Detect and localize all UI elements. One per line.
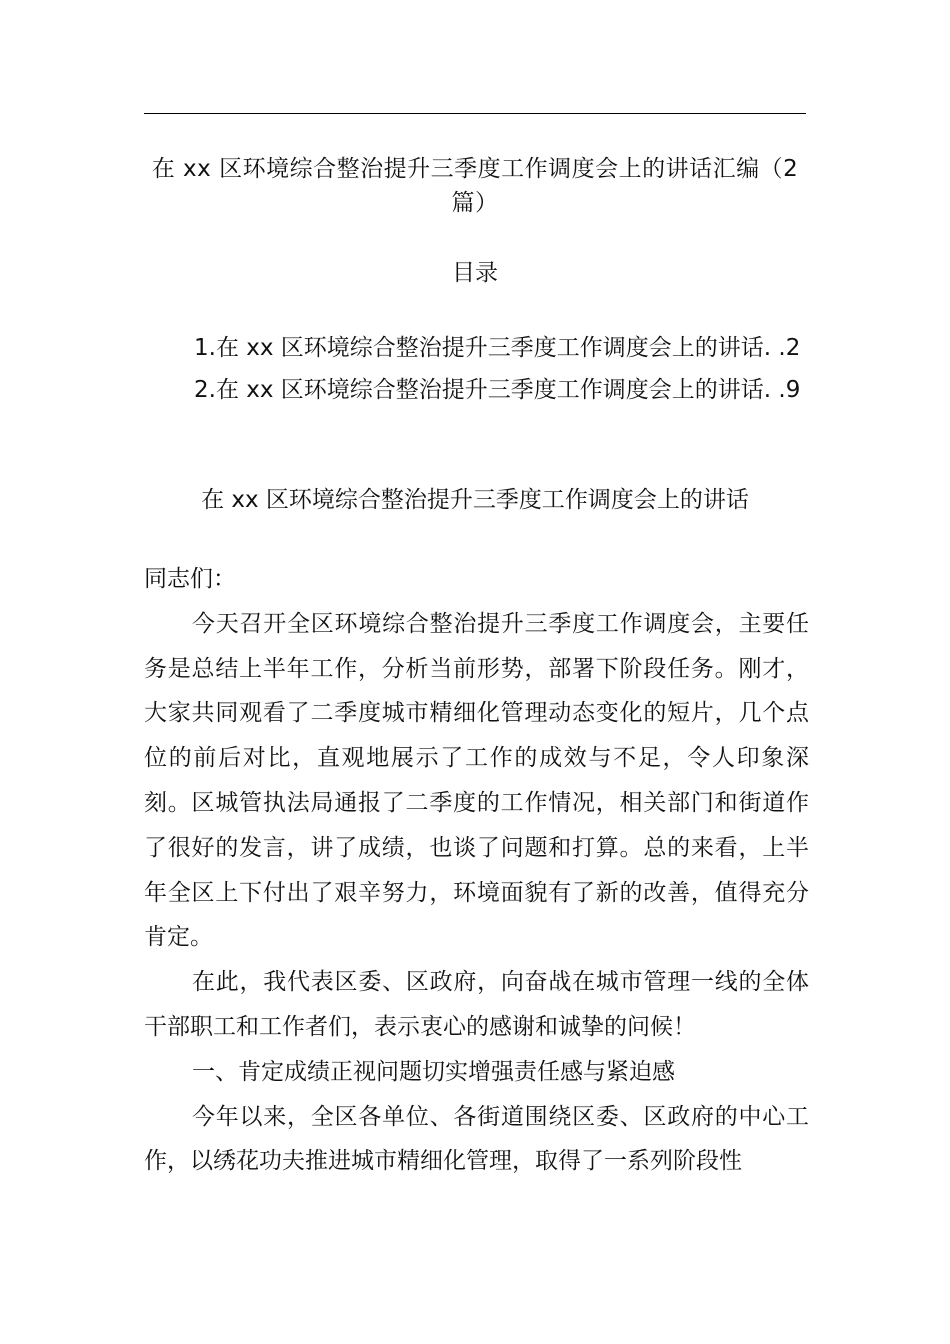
- body-paragraph: 在此，我代表区委、区政府，向奋战在城市管理一线的全体干部职工和工作者们，表示衷心的感谢和诚挚的问候！: [144, 969, 809, 1040]
- toc-heading: 目录: [452, 260, 498, 286]
- body-paragraph: 今天召开全区环境综合整治提升三季度工作调度会，主要任务是总结上半年工作，分析当前形势，部署下阶段任务。刚才，大家共同观看了二季度城市精细化管理动态变化的短片，几个点位的前后对比，直观地展示了工作的成效与不足，令人印象深刻。区城管执法局通报了二季度的工作情况，相关部门和街道作了很好的发言，讲了成绩，也谈了问题和打算。总的来看，上半年全区上下付出了艰辛努力，环境面貌有了新的改善，值得充分肯定。: [144, 610, 809, 951]
- toc-entry[interactable]: 1.在 xx 区环境综合整治提升三季度工作调度会上的讲话. .2: [194, 335, 801, 361]
- body-paragraph: 今年以来，全区各单位、各街道围绕区委、区政府的中心工作，以绣花功夫推进城市精细化管理，取得了一系列阶段性: [144, 1103, 809, 1175]
- header-rule: [144, 113, 806, 114]
- section-heading: 一、肯定成绩正视问题切实增强责任感与紧迫感: [192, 1058, 675, 1085]
- speech-body: [144, 557, 809, 1184]
- salutation: 同志们：: [144, 566, 236, 592]
- toc-entry[interactable]: 2.在 xx 区环境综合整治提升三季度工作调度会上的讲话. .9: [194, 377, 801, 403]
- document-title: 在 xx 区环境综合整治提升三季度工作调度会上的讲话汇编（2篇）: [151, 156, 799, 216]
- speech-title: 在 xx 区环境综合整治提升三季度工作调度会上的讲话: [201, 487, 749, 513]
- table-of-contents: [194, 333, 814, 417]
